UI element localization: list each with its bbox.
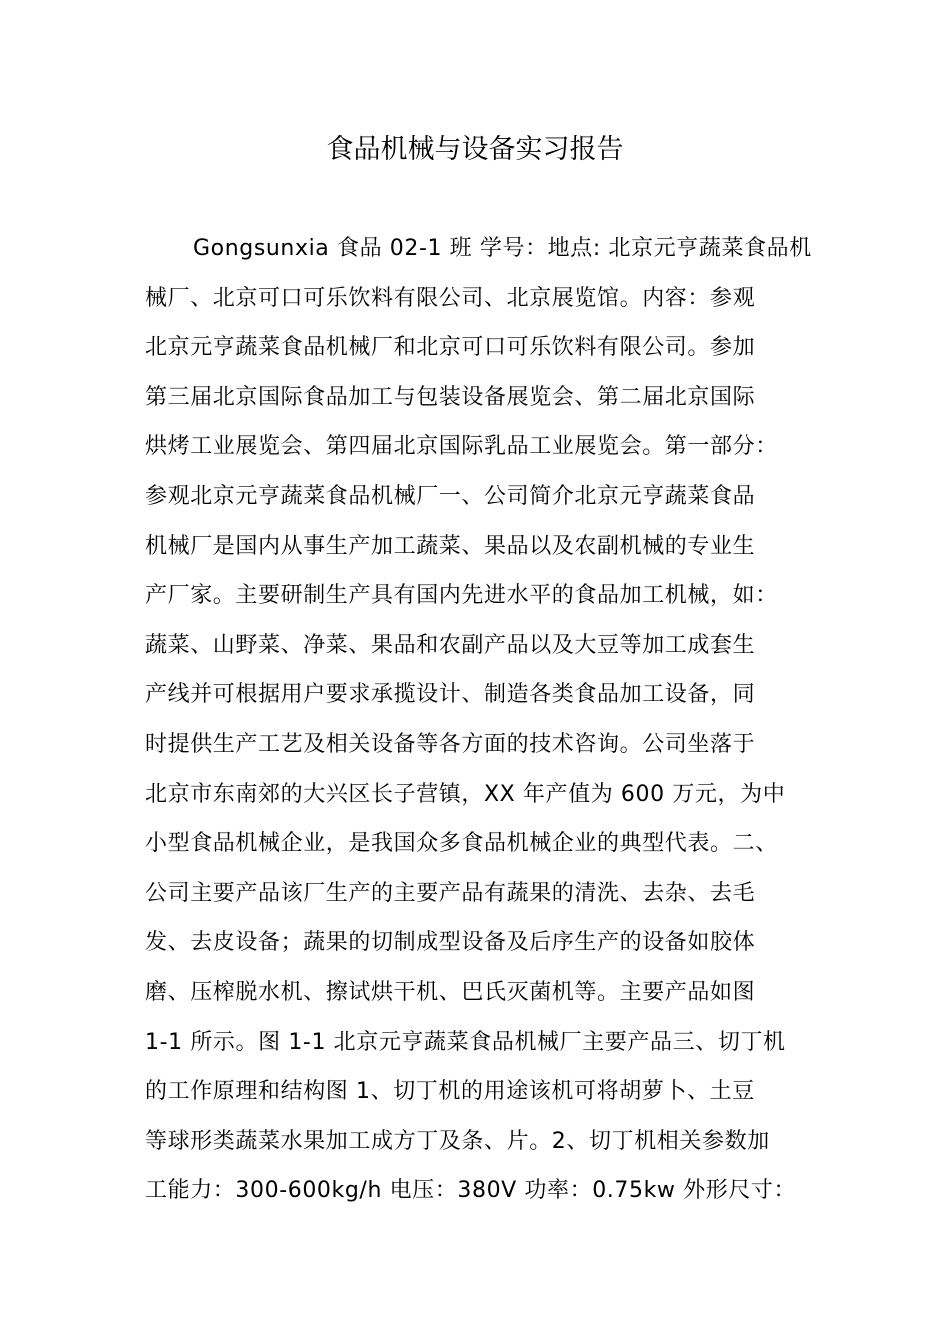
body-line: 产线并可根据用户要求承揽设计、制造各类食品加工设备，同 (145, 682, 756, 708)
body-line: Gongsunxia 食品 02-1 班 学号：地点: 北京元亨蔬菜食品机 (193, 236, 812, 261)
body-line: 参观北京元亨蔬菜食品机械厂一、公司简介北京元亨蔬菜食品 (145, 483, 756, 509)
body-line: 公司主要产品该厂生产的主要产品有蔬果的清洗、去杂、去毛 (145, 880, 756, 906)
body-line: 工能力：300-600kg/h 电压：380V 功率：0.75kw 外形尺寸： (145, 1178, 797, 1204)
body-line: 械厂、北京可口可乐饮料有限公司、北京展览馆。内容：参观 (145, 285, 756, 311)
body-line: 蔬菜、山野菜、净菜、果品和农副产品以及大豆等加工成套生 (145, 632, 756, 658)
body-line: 北京元亨蔬菜食品机械厂和北京可口可乐饮料有限公司。参加 (145, 335, 756, 361)
body-line: 产厂家。主要研制生产具有国内先进水平的食品加工机械，如： (145, 583, 778, 609)
body-line: 北京市东南郊的大兴区长子营镇，XX 年产值为 600 万元，为中 (145, 781, 786, 807)
body-line: 烘烤工业展览会、第四届北京国际乳品工业展览会。第一部分： (145, 434, 778, 460)
body-line: 1-1 所示。图 1-1 北京元亨蔬菜食品机械厂主要产品三、切丁机 (145, 1029, 786, 1055)
body-line: 的工作原理和结构图 1、切丁机的用途该机可将胡萝卜、土豆 (145, 1079, 755, 1105)
body-line: 等球形类蔬菜水果加工成方丁及条、片。2、切丁机相关参数加 (145, 1128, 770, 1154)
body-line: 第三届北京国际食品加工与包装设备展览会、第二届北京国际 (145, 384, 756, 410)
document-body (145, 229, 825, 1221)
body-line: 时提供生产工艺及相关设备等各方面的技术咨询。公司坐落于 (145, 731, 756, 757)
body-line: 小型食品机械企业，是我国众多食品机械企业的典型代表。二、 (145, 831, 778, 857)
body-line: 机械厂是国内从事生产加工蔬菜、果品以及农副机械的专业生 (145, 533, 756, 559)
body-line: 磨、压榨脱水机、擦试烘干机、巴氏灭菌机等。主要产品如图 (145, 979, 756, 1005)
document-title: 食品机械与设备实习报告 (326, 134, 624, 165)
body-line: 发、去皮设备；蔬果的切制成型设备及后序生产的设备如胶体 (145, 930, 756, 956)
